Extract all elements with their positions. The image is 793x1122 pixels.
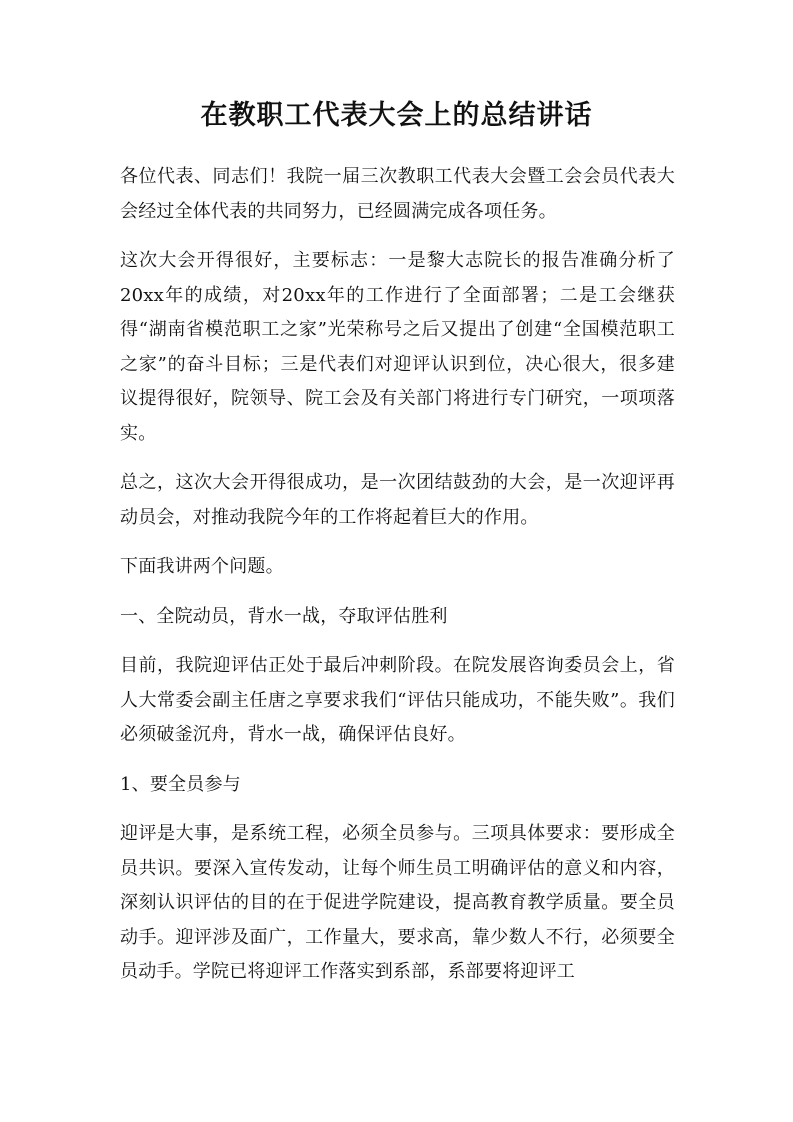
subsection-heading-1: 1、要全员参与 <box>120 773 241 795</box>
paragraph-transition: 下面我讲两个问题。 <box>120 556 284 577</box>
document-title: 在教职工代表大会上的总结讲话 <box>200 100 593 131</box>
document-body <box>120 160 675 1005</box>
paragraph-summary: 总之，这次大会开得很成功，是一次团结鼓劲的大会，是一次迎评再动员会，对推动我院今年的工作将起着巨大的作用。 <box>120 472 675 528</box>
paragraph-evaluation-status: 目前，我院迎评估正处于最后冲刺阶段。在院发展咨询委员会上，省人大常委会副主任唐之享要求我们“评估只能成功，不能失败”。我们必须破釜沉舟，背水一战，确保评估良好。 <box>120 655 675 745</box>
section-heading-1: 一、全院动员，背水一战，夺取评估胜利 <box>120 605 448 627</box>
paragraph-greeting: 各位代表、同志们！我院一届三次教职工代表大会暨工会会员代表大会经过全体代表的共同努力，已经圆满完成各项任务。 <box>120 166 675 222</box>
paragraph-meeting-achievements: 这次大会开得很好，主要标志：一是黎大志院长的报告准确分析了20xx年的成绩，对20xx年的工作进行了全面部署；二是工会继获得“湖南省模范职工之家”光荣称号之后又提出了创建“全国模范职工之家”的奋斗目标；三是代表们对迎评认识到位，决心很大，很多建议提得很好，院领导、院工会及有关部门将进行专门研究，一项项落实。 <box>120 250 675 444</box>
paragraph-full-participation: 迎评是大事，是系统工程，必须全员参与。三项具体要求：要形成全员共识。要深入宣传发动，让每个师生员工明确评估的意义和内容，深刻认识评估的目的在于促进学院建设，提高教育教学质量。要全员动手。迎评涉及面广，工作量大，要求高，靠少数人不行，必须要全员动手。学院已将迎评工作落实到系部，系部要将迎评工 <box>120 823 675 982</box>
